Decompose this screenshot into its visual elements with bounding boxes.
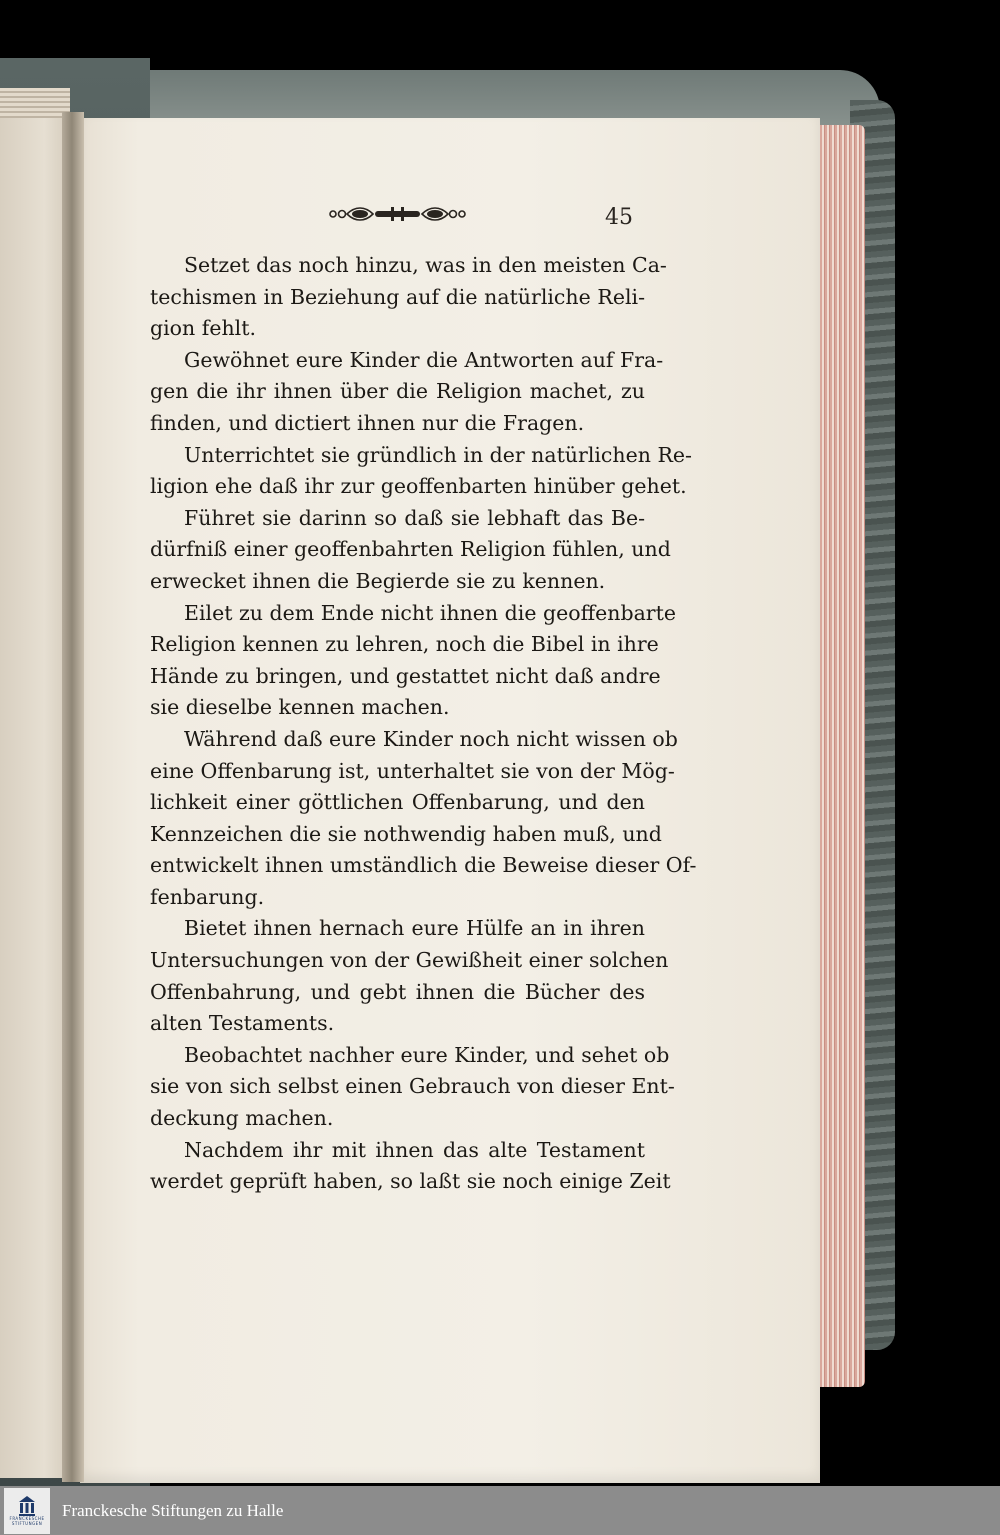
text-line: lichkeit einer göttlichen Offenbarung, und den [150,790,645,815]
text-line: Kennzeichen die sie nothwendig haben muß, und [150,821,662,846]
text-line: Beobachtet nachher eure Kinder, und sehet ob [184,1042,670,1067]
fore-edge-pages [815,125,865,1387]
text-line: Nachdem ihr mit ihnen das alte Testament [184,1137,645,1162]
building-icon [19,1496,35,1516]
text-line: alten Testaments. [150,1011,335,1036]
text-line: sie dieselbe kennen machen. [150,695,450,720]
book-gutter [62,112,84,1482]
footer-title: Franckesche Stiftungen zu Halle [62,1500,284,1520]
text-line: ligion ehe daß ihr zur geoffenbarten hinüber gehet. [150,474,687,499]
text-line: Unterrichtet sie gründlich in der natürlichen Re- [184,442,692,467]
text-line: gion fehlt. [150,316,256,341]
text-line: fenbarung. [150,884,265,909]
text-line: Führet sie darinn so daß sie lebhaft das Be- [184,505,645,530]
text-line: Hände zu bringen, und gestattet nicht daß andre [150,663,661,688]
footer-bar [0,1486,1000,1535]
text-line: erwecket ihnen die Begierde sie zu kennen. [150,568,606,593]
text-line: Eilet zu dem Ende nicht ihnen die geoffenbarte [184,600,676,625]
text-line: Gewöhnet eure Kinder die Antworten auf Fra- [184,347,664,372]
text-line: Offenbahrung, und gebt ihnen die Bücher des [150,979,645,1004]
page-text [150,250,697,1198]
text-line: dürfniß einer geoffenbahrten Religion fühlen, und [150,537,671,562]
text-line: finden, und dictiert ihnen nur die Fragen. [150,410,585,435]
text-line: techismen in Beziehung auf die natürliche Reli- [150,284,645,309]
text-line: eine Offenbarung ist, unterhaltet sie von der Mög- [150,758,675,783]
text-line: Während daß eure Kinder noch nicht wissen ob [184,726,678,751]
text-line: deckung machen. [150,1106,334,1131]
text-line: entwickelt ihnen umständlich die Beweise dieser Of- [150,853,697,878]
text-line: Religion kennen zu lehren, noch die Bibel in ihre [150,632,659,657]
text-line: Untersuchungen von der Gewißheit einer solchen [150,948,669,973]
text-line: werdet geprüft haben, so laßt sie noch einige Zeit [150,1169,671,1194]
page-number: 45 [605,205,633,230]
text-line: sie von sich selbst einen Gebrauch von dieser Ent- [150,1074,675,1099]
institution-logo [4,1488,50,1534]
text-line: gen die ihr ihnen über die Religion machet, zu [150,379,645,404]
logo-text: FRANCKESCHE STIFTUNGEN [9,1515,45,1526]
text-line: Setzet das noch hinzu, was in den meisten Ca- [184,253,667,277]
text-line: Bietet ihnen hernach eure Hülfe an in ihren [184,916,645,941]
header-ornament-icon [325,203,470,225]
